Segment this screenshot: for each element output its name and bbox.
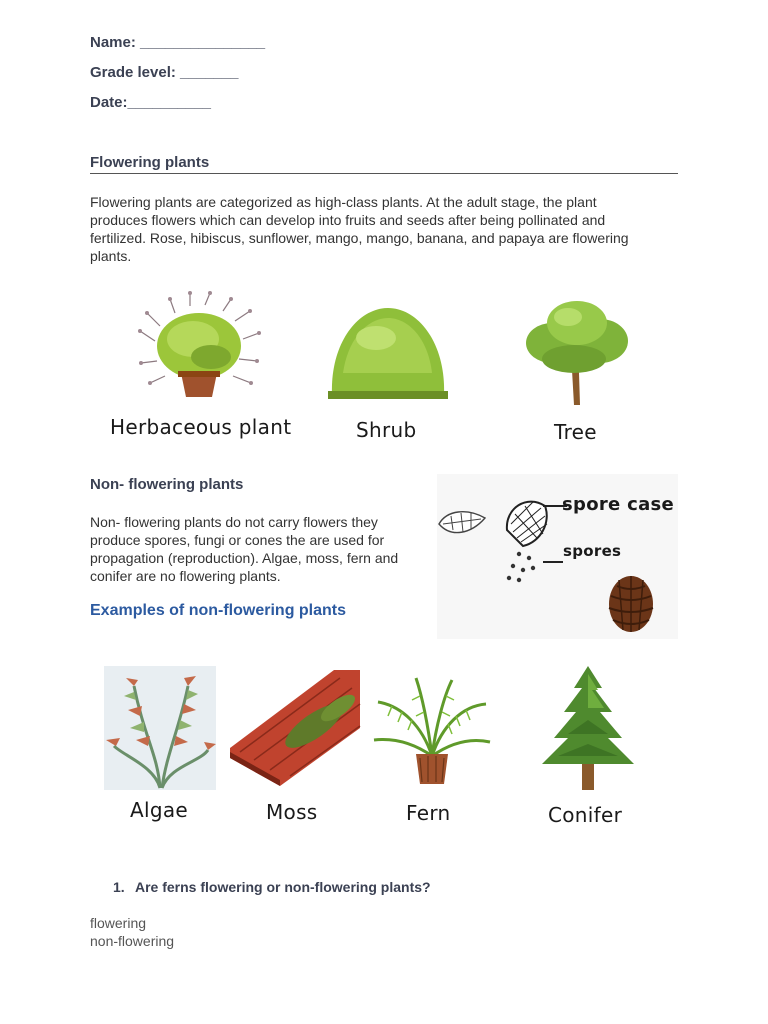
conifer-image [538,664,638,792]
question-text: Are ferns flowering or non-flowering plants? [135,879,431,895]
algae-image [104,666,216,790]
moss-label: Moss [266,800,318,824]
flowering-plants-illustration [90,283,678,458]
algae-label: Algae [130,798,188,822]
paragraph-line: Non- flowering plants do not carry flowers they [90,514,378,530]
flowering-plants-heading: Flowering plants [90,154,210,171]
heading-divider [90,173,678,174]
paragraph-line: conifer are no flowering plants. [90,568,281,584]
spore-case-label: spore case [562,494,675,515]
flowering-paragraph [90,193,629,265]
spores-label: spores [563,542,622,560]
shrub-label: Shrub [356,418,417,442]
conifer-label: Conifer [548,803,623,827]
non-flowering-examples-illustration [90,658,650,830]
non-flowering-paragraph [90,513,398,585]
grade-level-field-line: Grade level: _______ [90,64,239,81]
date-field-line: Date:__________ [90,94,211,111]
paragraph-line: produces flowers which can develop into fruits and seeds after being pollinated and [90,212,606,228]
moss-image [230,668,362,786]
fern-image [372,676,492,786]
paragraph-line: plants. [90,248,132,264]
paragraph-line: Flowering plants are categorized as high-class plants. At the adult stage, the plant [90,194,597,210]
herbaceous-plant-label: Herbaceous plant [110,415,292,439]
examples-heading: Examples of non-flowering plants [90,602,347,619]
fern-leaf-icon [437,504,489,544]
pine-cone-icon [605,570,657,634]
tree-label: Tree [554,420,597,444]
herbaceous-plant-image [135,291,265,406]
shrub-image [328,303,448,403]
fern-label: Fern [406,801,451,825]
paragraph-line: fertilized. Rose, hibiscus, sunflower, mango, mango, banana, and papaya are flowering [90,230,629,246]
paragraph-line: produce spores, fungi or cones the are used for [90,532,385,548]
name-field-line: Name: _______________ [90,34,266,51]
tree-image [522,295,632,410]
answer-option-non-flowering[interactable]: non-flowering [90,933,175,949]
non-flowering-plants-heading: Non- flowering plants [90,476,244,493]
spore-diagram [437,474,678,639]
answer-option-flowering[interactable]: flowering [90,915,147,931]
question-number: 1. [113,879,125,895]
paragraph-line: propagation (reproduction). Algae, moss, fern and [90,550,399,566]
